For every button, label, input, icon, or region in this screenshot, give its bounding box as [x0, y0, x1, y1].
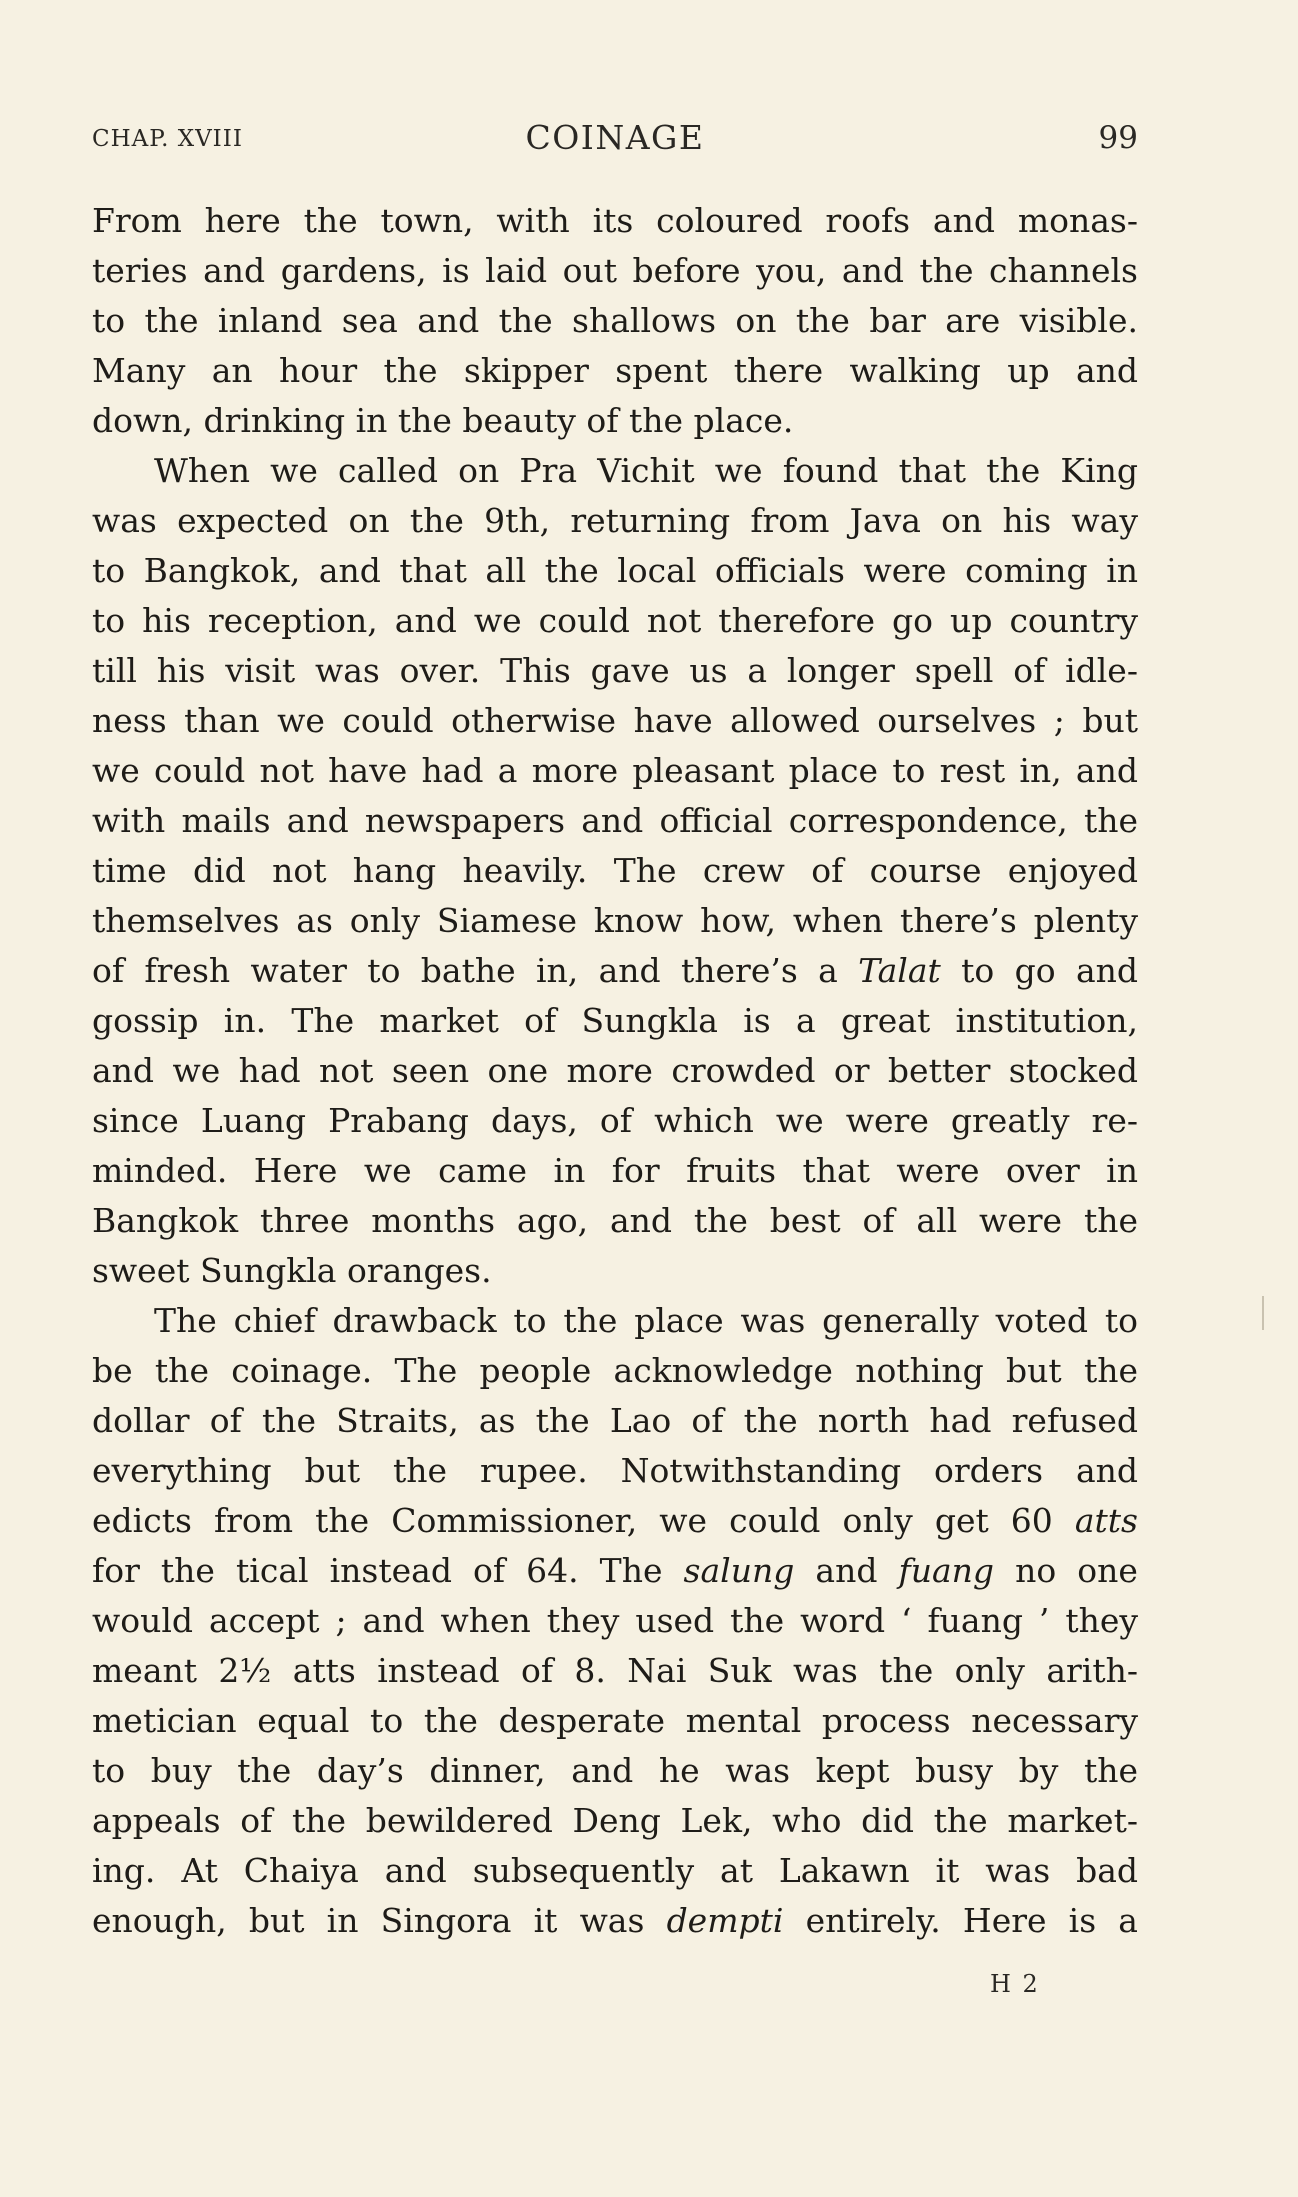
text-line: we could not have had a more pleasant place to rest in, and [92, 751, 1138, 790]
body-text [92, 196, 1138, 1946]
text-line: to the inland sea and the shallows on the bar are visible. [92, 301, 1138, 340]
page-title: COINAGE [525, 118, 705, 157]
text-line: everything but the rupee. Notwithstanding orders and [92, 1451, 1138, 1490]
text-line: minded. Here we came in for fruits that were over in [92, 1151, 1138, 1190]
italic-term: dempti [666, 1901, 784, 1940]
running-head [92, 118, 1138, 158]
text-line: be the coinage. The people acknowledge nothing but the [92, 1351, 1138, 1390]
text-line: Many an hour the skipper spent there walking up and [92, 351, 1138, 390]
text-line: enough, but in Singora it was dempti entirely. Here is a [92, 1901, 1138, 1940]
text-line: and we had not seen one more crowded or better stocked [92, 1051, 1138, 1090]
text-line: with mails and newspapers and official correspondence, the [92, 801, 1138, 840]
text-line: to his reception, and we could not therefore go up country [92, 601, 1138, 640]
text-line: ing. At Chaiya and subsequently at Lakawn it was bad [92, 1851, 1138, 1890]
text-line: would accept ; and when they used the word ‘ fuang ’ they [92, 1601, 1138, 1640]
text-line: time did not hang heavily. The crew of course enjoyed [92, 851, 1138, 890]
text-line: metician equal to the desperate mental process necessary [92, 1701, 1138, 1740]
margin-mark [1262, 1296, 1264, 1330]
text-line: till his visit was over. This gave us a longer spell of idle- [92, 651, 1138, 690]
text-line: ness than we could otherwise have allowed ourselves ; but [92, 701, 1138, 740]
text-line: From here the town, with its coloured roofs and monas- [92, 201, 1138, 240]
text-line: down, drinking in the beauty of the place. [92, 401, 794, 440]
text-line: The chief drawback to the place was generally voted to [154, 1301, 1138, 1340]
text-line: to buy the day’s dinner, and he was kept busy by the [92, 1751, 1138, 1790]
italic-term: fuang [898, 1551, 995, 1590]
text-line: for the tical instead of 64. The salung and fuang no one [92, 1551, 1138, 1590]
text-line: since Luang Prabang days, of which we were greatly re- [92, 1101, 1138, 1140]
text-line: meant 2½ atts instead of 8. Nai Suk was the only arith- [92, 1651, 1138, 1690]
chapter-label: CHAP. XVIII [92, 126, 243, 152]
text-line: was expected on the 9th, returning from Java on his way [92, 501, 1138, 540]
signature-mark: H 2 [990, 1970, 1040, 1998]
italic-term: atts [1074, 1501, 1138, 1540]
text-line: appeals of the bewildered Deng Lek, who did the market- [92, 1801, 1138, 1840]
italic-term: salung [683, 1551, 795, 1590]
text-line: gossip in. The market of Sungkla is a great institution, [92, 1001, 1138, 1040]
text-line: sweet Sungkla oranges. [92, 1251, 492, 1290]
text-line: edicts from the Commissioner, we could only get 60 atts [92, 1501, 1138, 1540]
text-line: When we called on Pra Vichit we found that the King [154, 451, 1138, 490]
text-line: to Bangkok, and that all the local officials were coming in [92, 551, 1138, 590]
text-line: Bangkok three months ago, and the best of all were the [92, 1201, 1138, 1240]
text-line: themselves as only Siamese know how, when there’s plenty [92, 901, 1138, 940]
italic-term: Talat [858, 951, 941, 990]
text-line: of fresh water to bathe in, and there’s a Talat to go and [92, 951, 1139, 990]
text-line: dollar of the Straits, as the Lao of the north had refused [92, 1401, 1138, 1440]
text-line: teries and gardens, is laid out before you, and the channels [92, 251, 1138, 290]
page-number: 99 [1098, 120, 1138, 156]
